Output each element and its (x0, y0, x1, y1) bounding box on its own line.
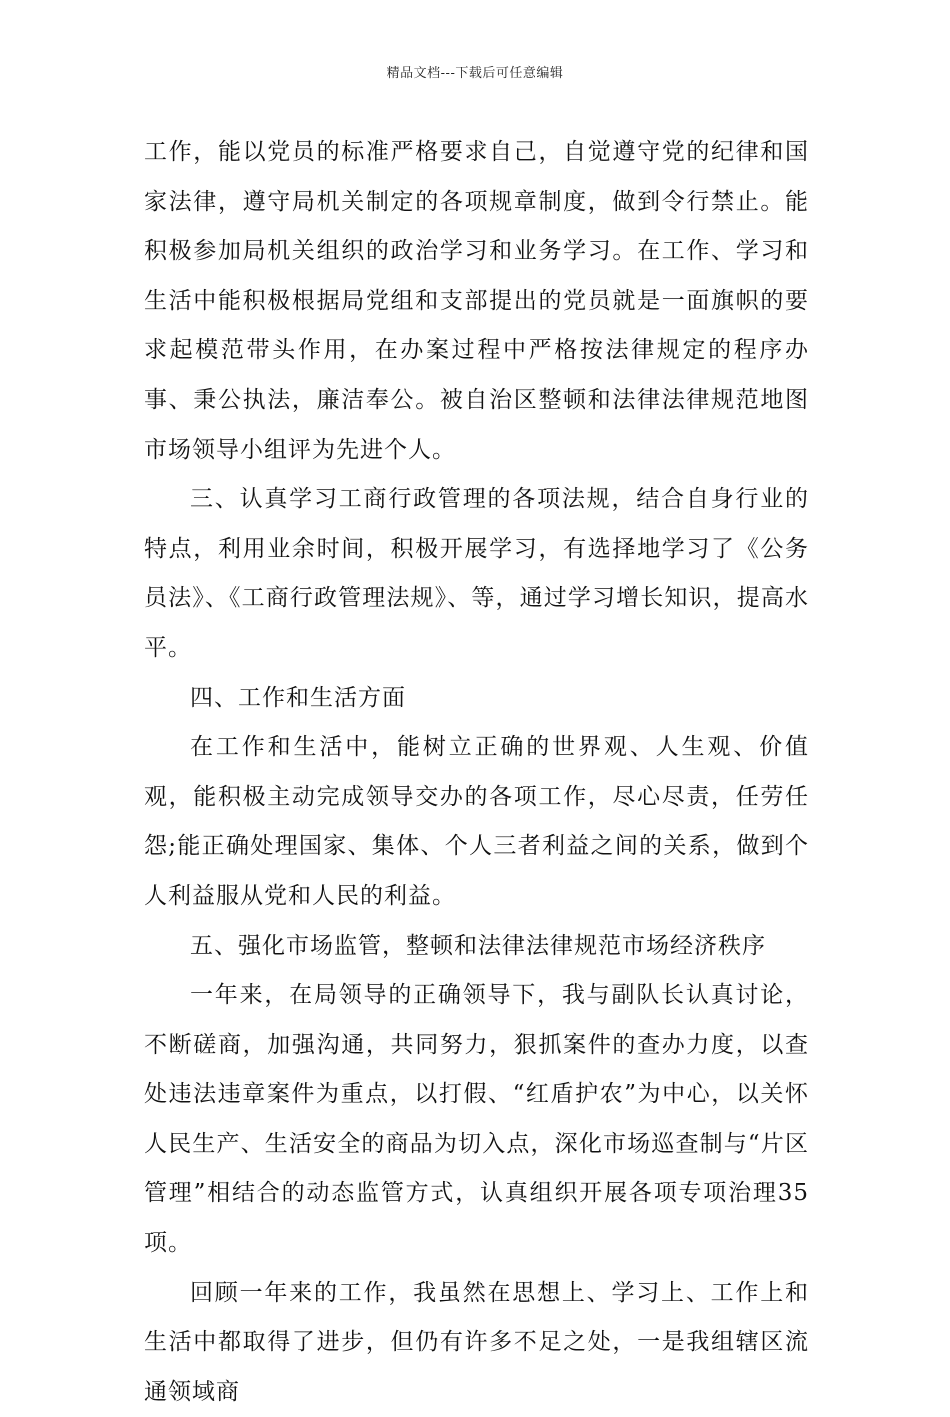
paragraph-4: 一年来，在局领导的正确领导下，我与副队长认真讨论，不断磋商，加强沟通，共同努力，狠抓案件的查办力度，以查处违法违章案件为重点，以打假、“红盾护农”为中心，以关怀人民生产、生活安全的商品为切入点，深化市场巡查制与“片区管理”相结合的动态监管方式，认真组织开展各项专项治理35项。 (144, 982, 809, 1257)
paragraph-1: 工作，能以党员的标准严格要求自己，自觉遵守党的纪律和国家法律，遵守局机关制定的各项规章制度，做到令行禁止。能积极参加局机关组织的政治学习和业务学习。在工作、学习和生活中能积极根据局党组和支部提出的党员就是一面旗帜的要求起模范带头作用，在办案过程中严格按法律规定的程序办事、秉公执法，廉洁奉公。被自治区整顿和法律法律规范地图市场领导小组评为先进个人。 (144, 139, 809, 463)
paragraph-5: 回顾一年来的工作，我虽然在思想上、学习上、工作上和生活中都取得了进步，但仍有许多不足之处，一是我组辖区流通领域商 (144, 1279, 809, 1405)
document-body (144, 128, 809, 1417)
section-heading-4: 四、工作和生活方面 (190, 684, 406, 711)
paragraph-3: 在工作和生活中，能树立正确的世界观、人生观、价值观，能积极主动完成领导交办的各项工作，尽心尽责，任劳任怨;能正确处理国家、集体、个人三者利益之间的关系，做到个人利益服从党和人民的利益。 (144, 734, 809, 909)
paragraph-2: 三、认真学习工商行政管理的各项法规，结合自身行业的特点，利用业余时间，积极开展学习，有选择地学习了《公务员法》、《工商行政管理法规》、等，通过学习增长知识，提高水平。 (144, 486, 809, 661)
page-header: 精品文档---下载后可任意编辑 (386, 66, 564, 81)
section-heading-5: 五、强化市场监管，整顿和法律法律规范市场经济秩序 (190, 932, 766, 959)
